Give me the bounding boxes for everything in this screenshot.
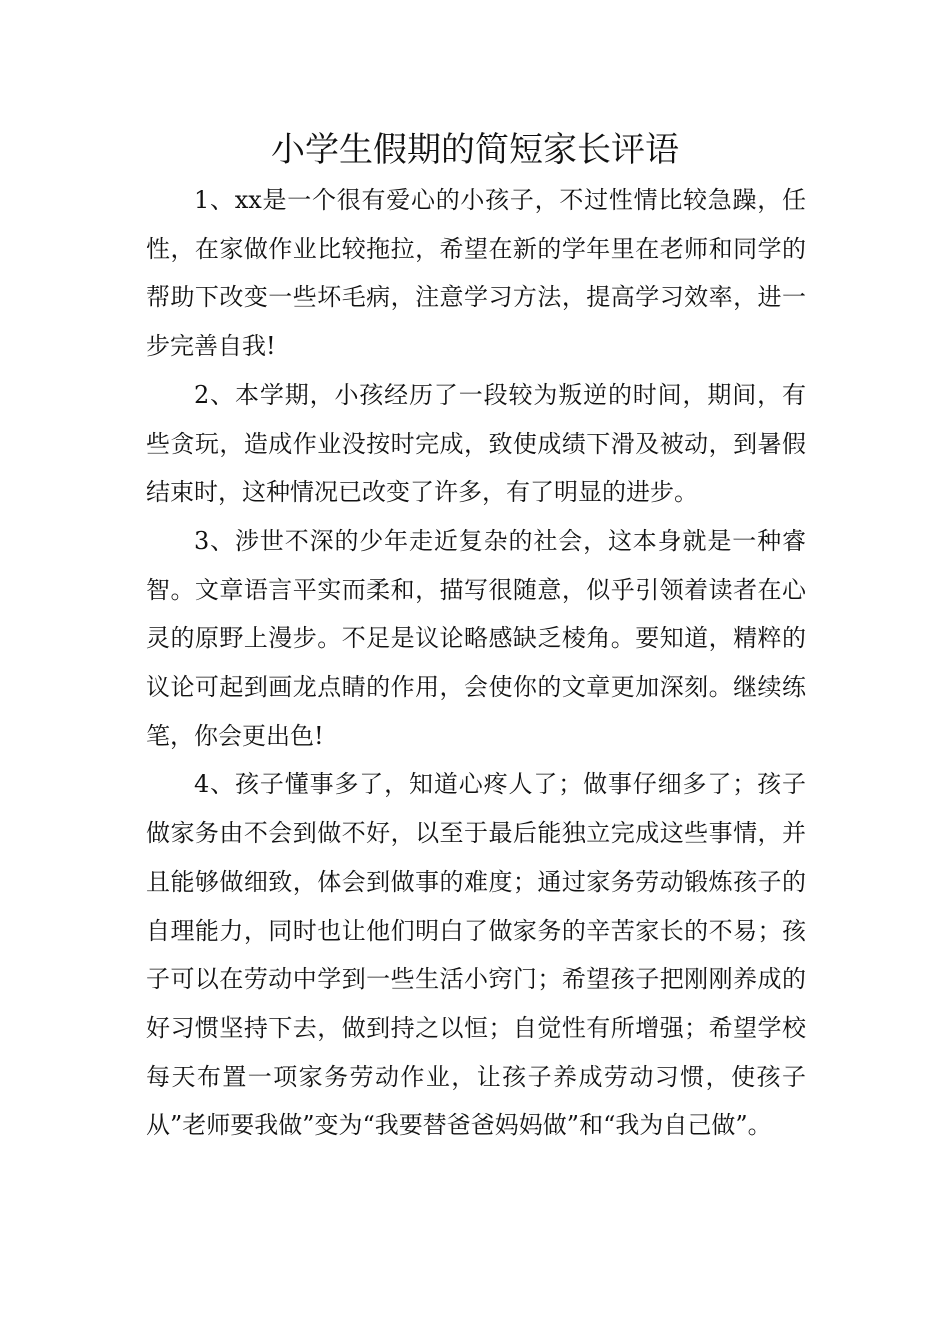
- paragraph-1: 1、xx是一个很有爱心的小孩子，不过性情比较急躁，任性，在家做作业比较拖拉，希望在新的学年里在老师和同学的帮助下改变一些坏毛病，注意学习方法，提高学习效率，进一步完善自我!: [146, 186, 806, 361]
- page-title: 小学生假期的简短家长评语: [271, 130, 679, 170]
- paragraph-2: 2、本学期，小孩经历了一段较为叛逆的时间，期间，有些贪玩，造成作业没按时完成，致使成绩下滑及被动，到暑假结束时，这种情况已改变了许多，有了明显的进步。: [146, 380, 806, 507]
- paragraph-3: 3、涉世不深的少年走近复杂的社会，这本身就是一种睿智。文章语言平实而柔和，描写很随意，似乎引领着读者在心灵的原野上漫步。不足是议论略感缺乏棱角。要知道，精粹的议论可起到画龙点睛的作用，会使你的文章更加深刻。继续练笔，你会更出色!: [146, 526, 806, 750]
- document-body: [146, 176, 806, 1150]
- paragraph-4: 4、孩子懂事多了，知道心疼人了；做事仔细多了；孩子做家务由不会到做不好，以至于最后能独立完成这些事情，并且能够做细致，体会到做事的难度；通过家务劳动锻炼孩子的自理能力，同时也让他们明白了做家务的辛苦家长的不易；孩子可以在劳动中学到一些生活小窍门；希望孩子把刚刚养成的好习惯坚持下去，做到持之以恒；自觉性有所增强；希望学校每天布置一项家务劳动作业，让孩子养成劳动习惯，使孩子从”老师要我做”变为“我要替爸爸妈妈做”和“我为自己做”。: [146, 770, 806, 1140]
